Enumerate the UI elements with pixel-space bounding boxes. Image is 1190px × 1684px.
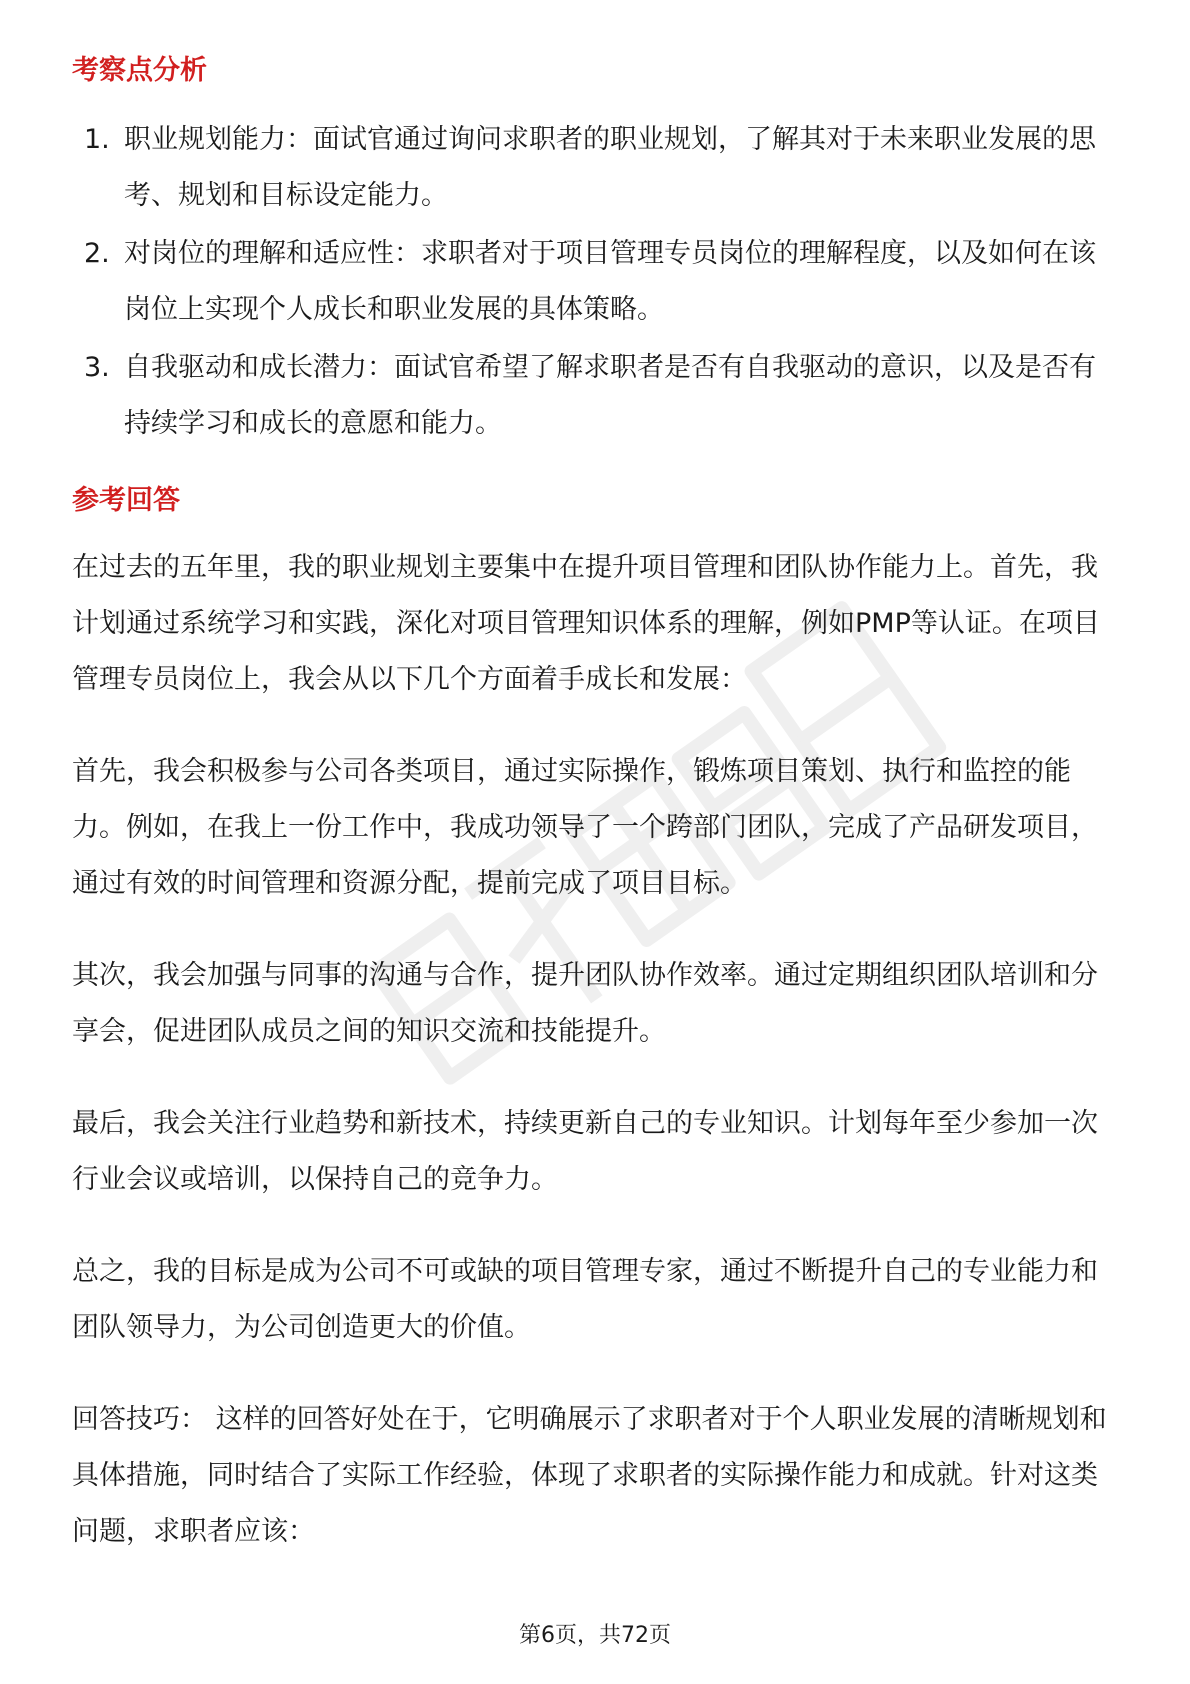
answer-paragraph: 首先，我会积极参与公司各类项目，通过实际操作，锻炼项目策划、执行和监控的能力。例如，在我上一份工作中，我成功领导了一个跨部门团队，完成了产品研发项目，通过有效的时间管理和资源分配，提前完成了项目目标。: [72, 756, 1098, 899]
page-content: [72, 48, 1122, 1560]
answer-heading: 参考回答: [72, 485, 180, 516]
list-item-text: 自我驱动和成长潜力：面试官希望了解求职者是否有自我驱动的意识，以及是否有持续学习和成长的意愿和能力。: [124, 352, 1096, 439]
answer-paragraph: 其次，我会加强与同事的沟通与合作，提升团队协作效率。通过定期组织团队培训和分享会，促进团队成员之间的知识交流和技能提升。: [72, 960, 1098, 1047]
answer-paragraph: 总之，我的目标是成为公司不可或缺的项目管理专家，通过不断提升自己的专业能力和团队领导力，为公司创造更大的价值。: [72, 1256, 1098, 1343]
answer-tips-paragraph: 回答技巧： 这样的回答好处在于，它明确展示了求职者对于个人职业发展的清晰规划和具体措施，同时结合了实际工作经验，体现了求职者的实际操作能力和成就。针对这类问题，求职者应该：: [72, 1404, 1107, 1547]
list-item-number: 1.: [84, 124, 110, 155]
list-item: [72, 112, 1122, 224]
list-item: [72, 340, 1122, 452]
list-item-text: 对岗位的理解和适应性：求职者对于项目管理专员岗位的理解程度，以及如何在该岗位上实现个人成长和职业发展的具体策略。: [124, 238, 1096, 325]
answer-paragraph: 在过去的五年里，我的职业规划主要集中在提升项目管理和团队协作能力上。首先，我计划通过系统学习和实践，深化对项目管理知识体系的理解，例如PMP等认证。在项目管理专员岗位上，我会从以下几个方面着手成长和发展：: [72, 552, 1100, 695]
answer-paragraph: 最后，我会关注行业趋势和新技术，持续更新自己的专业知识。计划每年至少参加一次行业会议或培训，以保持自己的竞争力。: [72, 1108, 1098, 1195]
list-item: [72, 226, 1122, 338]
analysis-heading: 考察点分析: [72, 55, 207, 86]
analysis-points-list: [72, 112, 1122, 452]
page-number-footer: 第6页，共72页: [519, 1623, 671, 1648]
list-item-text: 职业规划能力：面试官通过询问求职者的职业规划，了解其对于未来职业发展的思考、规划和目标设定能力。: [124, 124, 1096, 211]
list-item-number: 2.: [84, 238, 110, 269]
list-item-number: 3.: [84, 352, 110, 383]
